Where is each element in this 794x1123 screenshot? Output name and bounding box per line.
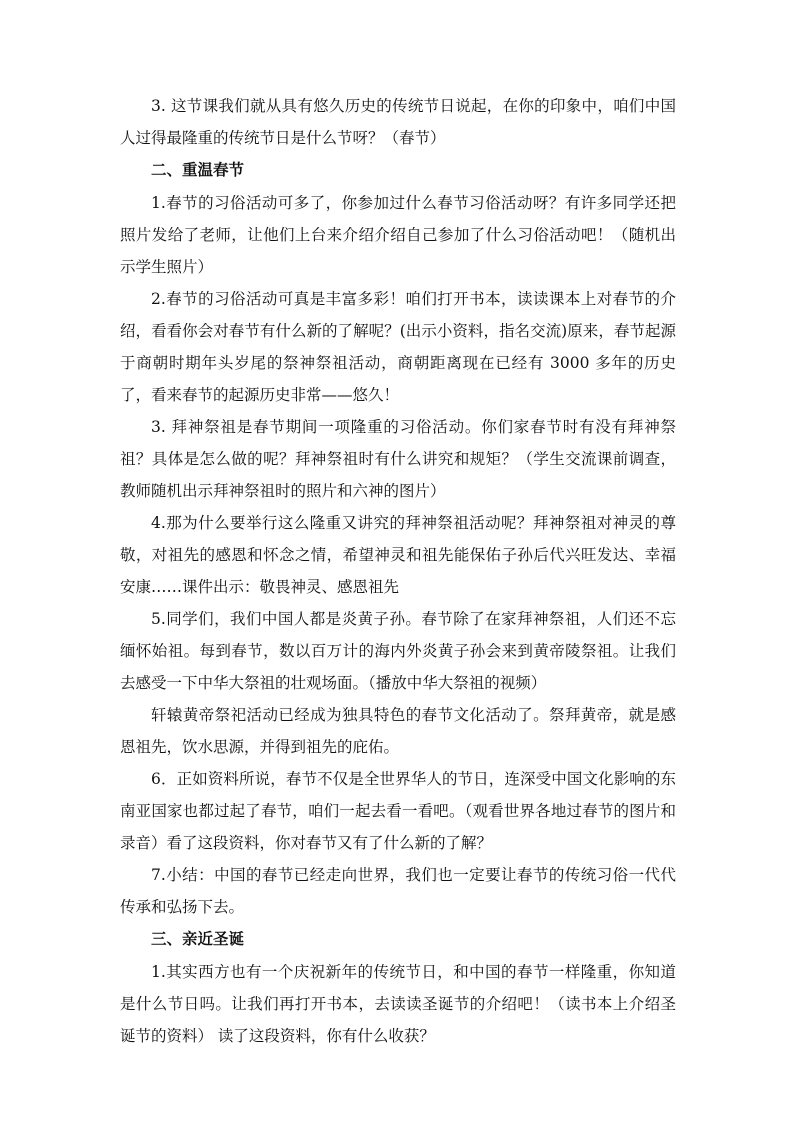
paragraph-yellow-emperor-ceremony: 5.同学们，我们中国人都是炎黄子孙。春节除了在家拜神祭祖，人们还不忘缅怀始祖。每到春节，数以百万计的海内外炎黄子孙会来到黄帝陵祭祖。让我们去感受一下中华大祭祖的壮观场面。（播放中华大祭祖的视频） bbox=[120, 610, 676, 692]
paragraph-customs-activities: 1.春节的习俗活动可多了，你参加过什么春节习俗活动呀？有许多同学还把照片发给了老师，让他们上台来介绍介绍自己参加了什么习俗活动吧！（随机出示学生照片） bbox=[120, 194, 676, 276]
paragraph-worship-ancestors: 3. 拜神祭祖是春节期间一项隆重的习俗活动。你们家春节时有没有拜神祭祖？具体是怎么做的呢？拜神祭祖时有什么讲究和规矩？（学生交流课前调查，教师随机出示拜神祭祖时的照片和六神的图片） bbox=[120, 418, 676, 500]
section-heading-christmas: 三、亲近圣诞 bbox=[151, 930, 245, 948]
paragraph-xuanyuan-ceremony: 轩辕黄帝祭祀活动已经成为独具特色的春节文化活动了。祭拜黄帝，就是感恩祖先，饮水思源，并得到祖先的庇佑。 bbox=[120, 706, 676, 756]
paragraph-summary: 7.小结：中国的春节已经走向世界，我们也一定要让春节的传统习俗一代代传承和弘扬下去。 bbox=[120, 866, 676, 916]
paragraph-christmas-intro: 1.其实西方也有一个庆祝新年的传统节日，和中国的春节一样隆重，你知道是什么节日吗。让我们再打开书本，去读读圣诞节的介绍吧！（读书本上介绍圣诞节的资料） 读了这段资料，你有什么收获？ bbox=[120, 963, 676, 1045]
section-heading-spring-festival: 二、重温春节 bbox=[151, 161, 245, 179]
paragraph-worldwide-spring-festival: 6．正如资料所说，春节不仅是全世界华人的节日，连深受中国文化影响的东南亚国家也都过起了春节，咱们一起去看一看吧。（观看世界各地过春节的图片和录音）看了这段资料，你对春节又有了什么新的了解？ bbox=[120, 770, 676, 852]
paragraph-why-worship: 4.那为什么要举行这么隆重又讲究的拜神祭祖活动呢？拜神祭祖对神灵的尊敬，对祖先的感恩和怀念之情，希望神灵和祖先能保佑子孙后代兴旺发达、幸福安康……课件出示：敬畏神灵、感恩祖先 bbox=[120, 514, 676, 596]
paragraph-intro-question: 3. 这节课我们就从具有悠久历史的传统节日说起，在你的印象中，咱们中国人过得最隆重的传统节日是什么节呀？（春节） bbox=[120, 97, 676, 147]
document-body bbox=[120, 90, 676, 1052]
paragraph-spring-festival-origin: 2.春节的习俗活动可真是丰富多彩！咱们打开书本，读读课本上对春节的介绍，看看你会对春节有什么新的了解呢？(出示小资料，指名交流)原来，春节起源于商朝时期年头岁尾的祭神祭祖活动，商朝距离现在已经有 3000 多年的历史了，看来春节的起源历史非常——悠久！ bbox=[120, 290, 676, 404]
